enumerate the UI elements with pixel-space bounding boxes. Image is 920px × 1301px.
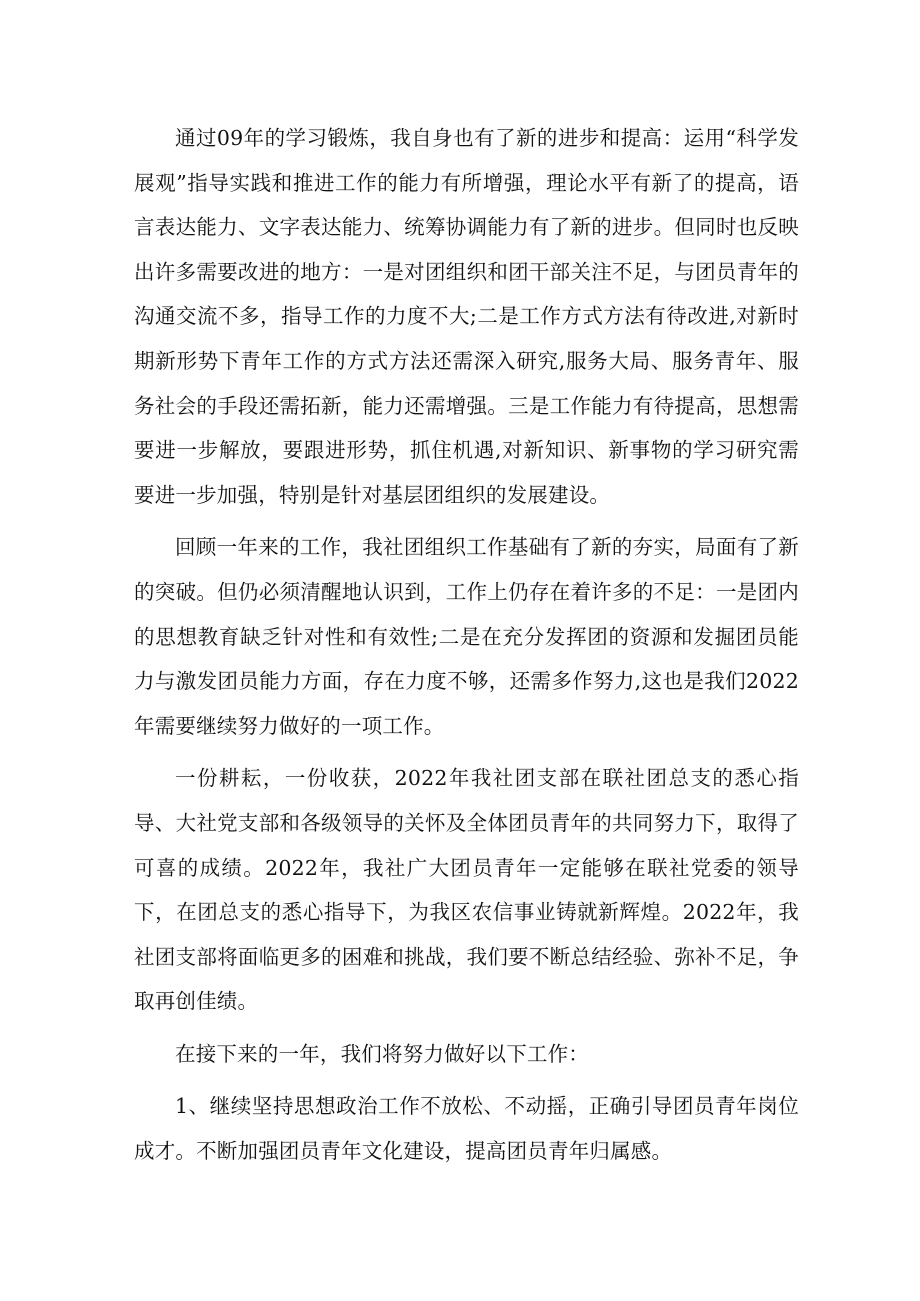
paragraph-4: 在接下来的一年，我们将努力做好以下工作： <box>175 1041 589 1066</box>
paragraph-1: 通过09年的学习锻炼，我自身也有了新的进步和提高：运用“科学发展观”指导实践和推进工作的能力有所增强，理论水平有新了的提高，语言表达能力、文字表达能力、统筹协调能力有了新的进步。但同时也反映出许多需要改进的地方：一是对团组织和团干部关注不足，与团员青年的沟通交流不多，指导工作的力度不大;二是工作方式方法有待改进,对新时期新形势下青年工作的方式方法还需深入研究,服务大局、服务青年、服务社会的手段还需拓新，能力还需增强。三是工作能力有待提高，思想需要进一步解放，要跟进形势，抓住机遇,对新知识、新事物的学习研究需要进一步加强，特别是针对基层团组织的发展建设。 <box>134 126 799 507</box>
document-body <box>134 116 799 1182</box>
paragraph-3: 一份耕耘，一份收获，2022年我社团支部在联社团总支的悉心指导、大社党支部和各级领导的关怀及全体团员青年的共同努力下，取得了可喜的成绩。2022年，我社广大团员青年一定能够在联社党委的领导下，在团总支的悉心指导下，为我区农信事业铸就新辉煌。2022年，我社团支部将面临更多的困难和挑战，我们要不断总结经验、弥补不足，争取再创佳绩。 <box>134 766 799 1014</box>
paragraph-5: 1、继续坚持思想政治工作不放松、不动摇，正确引导团员青年岗位成才。不断加强团员青年文化建设，提高团员青年归属感。 <box>134 1094 799 1164</box>
paragraph-2: 回顾一年来的工作，我社团组织工作基础有了新的夯实，局面有了新的突破。但仍必须清醒地认识到，工作上仍存在着许多的不足：一是团内的思想教育缺乏针对性和有效性;二是在充分发挥团的资源和发掘团员能力与激发团员能力方面，存在力度不够，还需多作努力,这也是我们2022年需要继续努力做好的一项工作。 <box>134 535 799 738</box>
